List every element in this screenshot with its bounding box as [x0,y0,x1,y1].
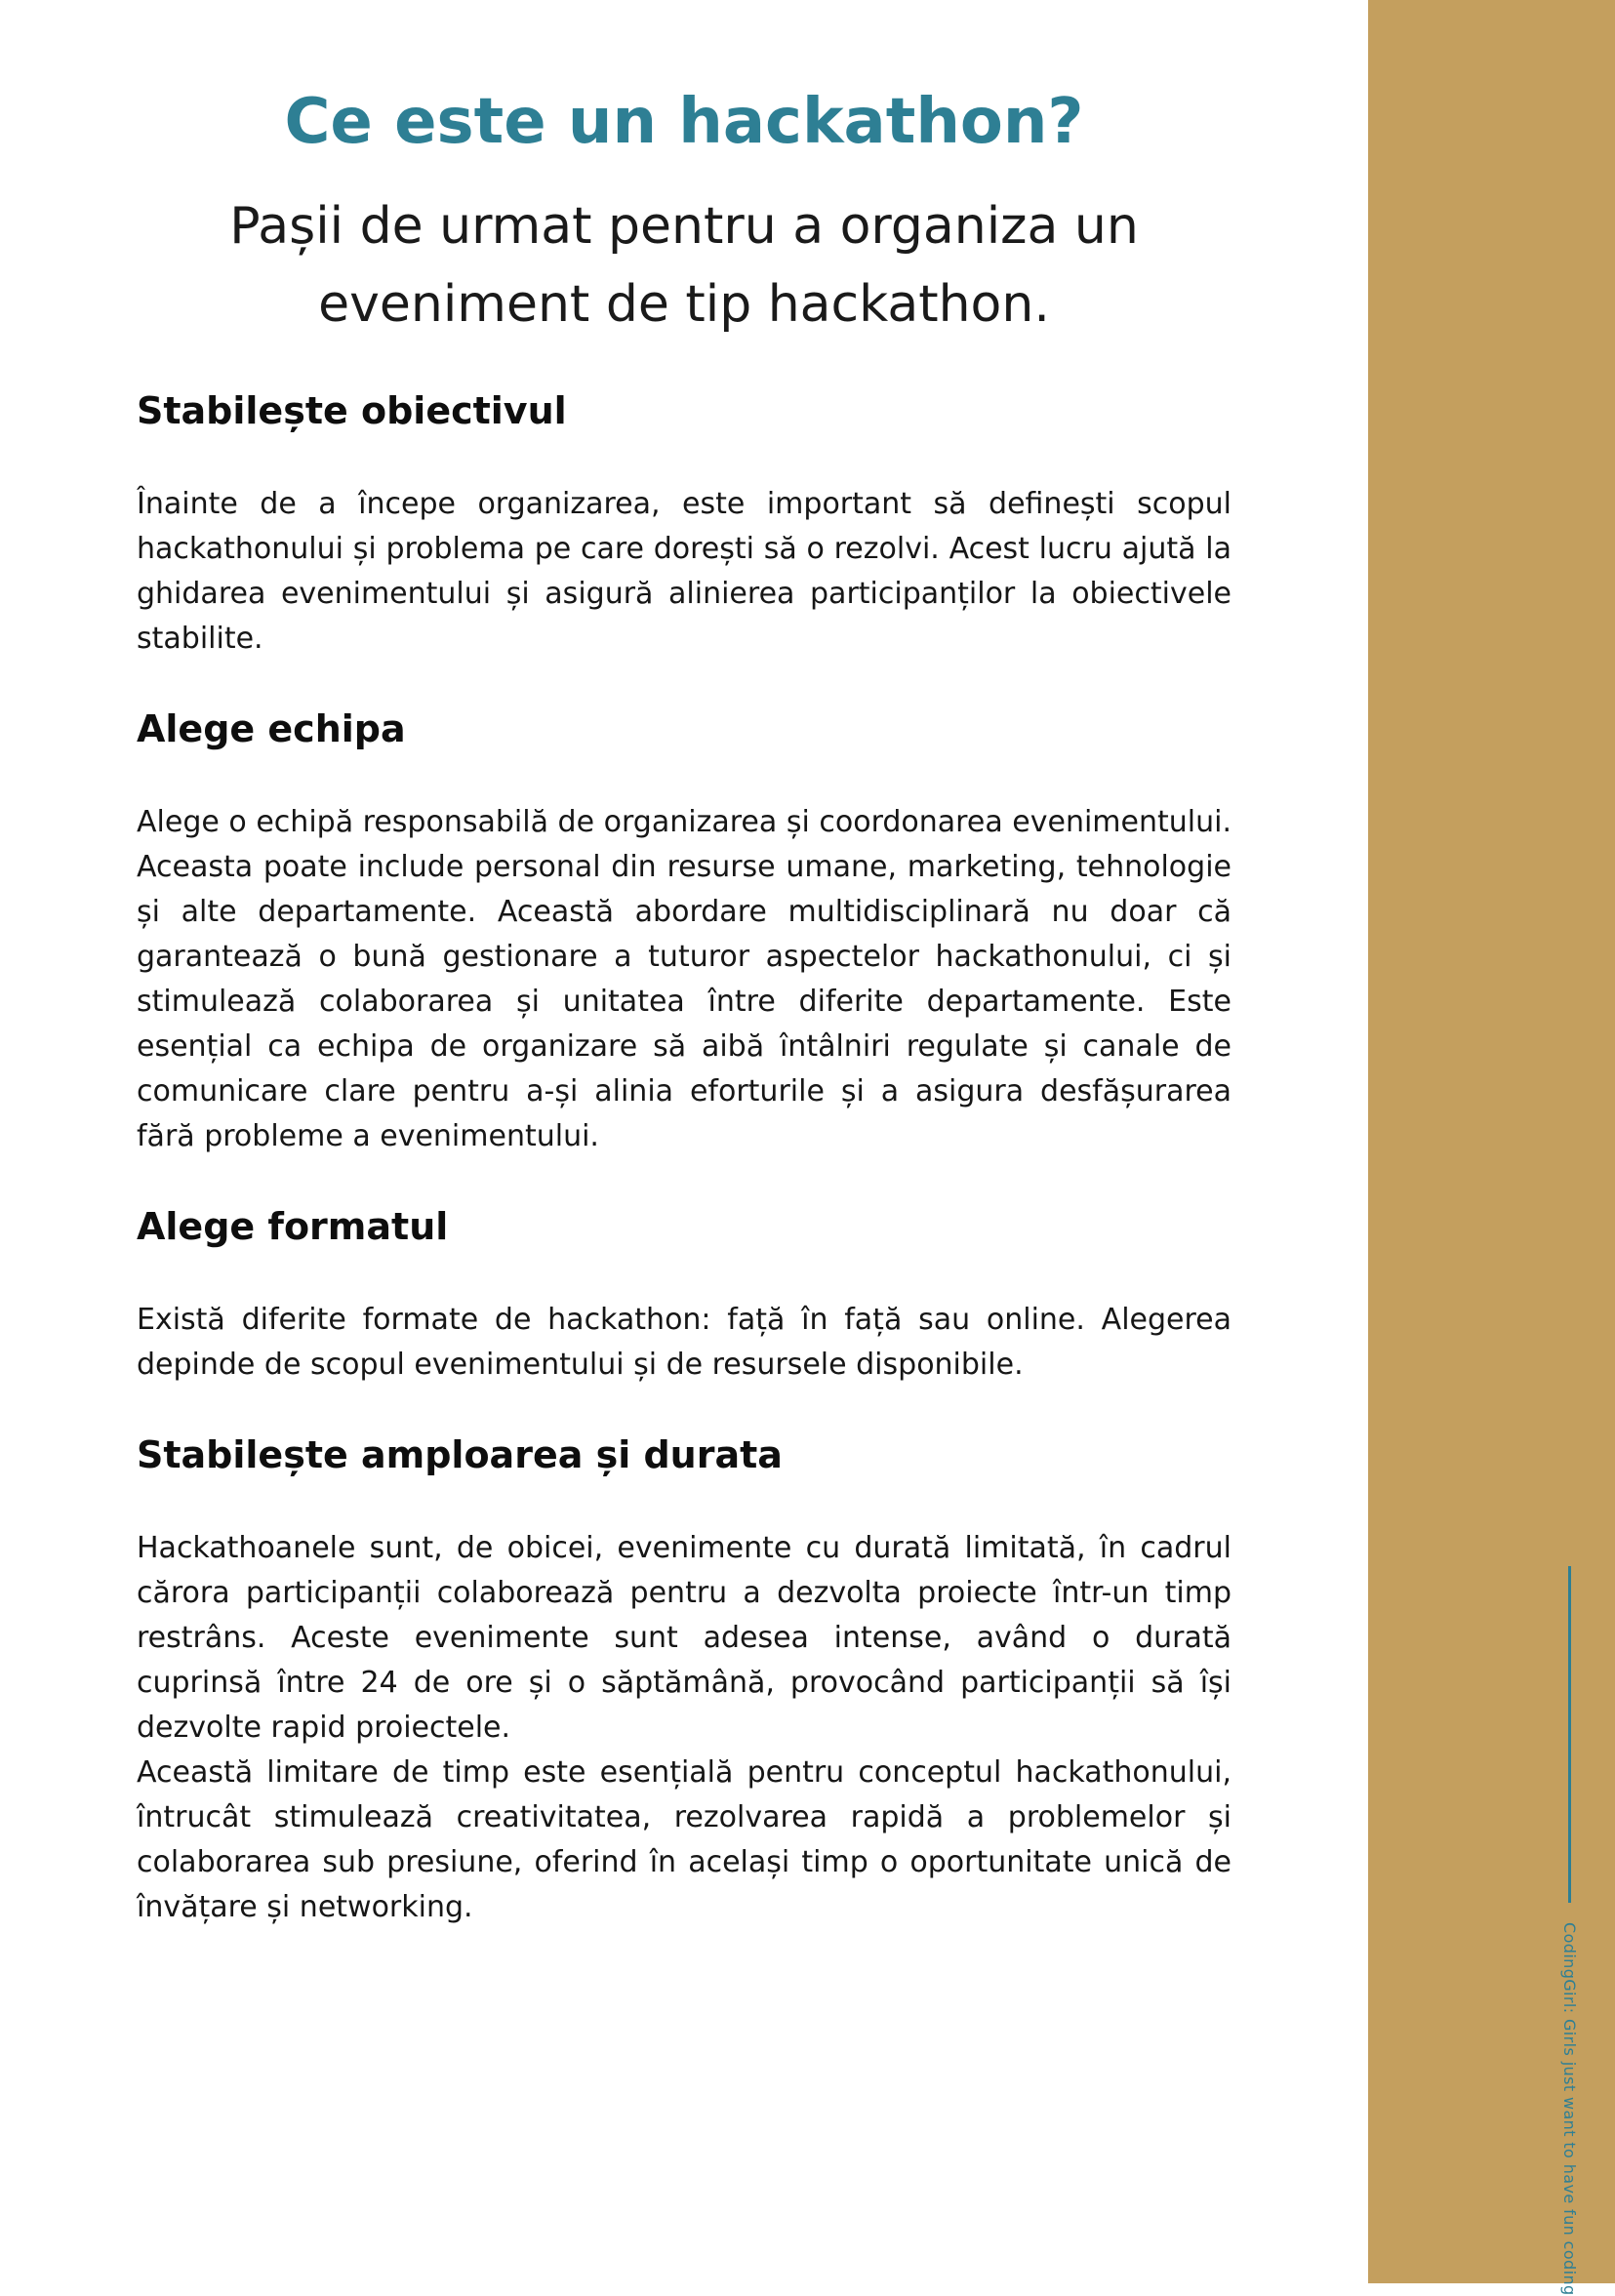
page-subtitle [137,187,1231,343]
sidebar-tagline-container [1558,1922,1580,2296]
section-paragraph: Alege o echipă responsabilă de organizarea și coordonarea evenimentului. Aceasta poate include personal din resurse umane, marketing, tehnologie și alte departamente. Această abordare multidisciplinară nu doar că garantează o bună gestionare a tuturor aspectelor hackathonului, ci și stimulează colaborarea și unitatea între diferite departamente. Este esențial ca echipa de organizare să aibă întâlniri regulate și canale de comunicare clare pentru a-și alinia eforturile și a asigura desfășurarea fără probleme a evenimentului. [137,805,1231,1153]
subtitle-line-1: Pașii de urmat pentru a organiza un [229,197,1139,256]
section-heading: Stabilește obiectivul [137,389,567,432]
page-title: Ce este un hackathon? [284,86,1084,158]
sidebar-tagline: CodingGirl: Girls just want to have fun coding [1560,1922,1579,2296]
section-heading: Alege echipa [137,707,406,750]
subtitle-line-2: eveniment de tip hackathon. [318,275,1050,334]
section-paragraph: Hackathoanele sunt, de obicei, evenimente cu durată limitată, în cadrul cărora participanții colaborează pentru a dezvolta proiecte într-un timp restrâns. Aceste evenimente sunt adesea intense, având o durată cuprinsă între 24 de ore și o săptămână, provocând participanții să își dezvolte rapid proiectele. [137,1531,1231,1745]
section-heading: Alege formatul [137,1205,449,1248]
section-paragraph: Această limitare de timp este esențială pentru conceptul hackathonului, întrucât stimulează creativitatea, rezolvarea rapidă a problemelor și colaborarea sub presiune, oferind în același timp o oportunitate unică de învățare și networking. [137,1755,1231,1924]
document-content [137,78,1231,1930]
section-paragraph: Există diferite formate de hackathon: față în față sau online. Alegerea depinde de scopul evenimentului și de resursele disponibile. [137,1303,1231,1382]
section-paragraph: Înainte de a începe organizarea, este important să definești scopul hackathonului și problema pe care dorești să o rezolvi. Acest lucru ajută la ghidarea evenimentului și asigură alinierea participanților la obiectivele stabilite. [137,487,1231,656]
section-objective [137,386,1231,662]
section-heading: Stabilește amploarea și durata [137,1433,783,1476]
section-team [137,705,1231,1159]
section-format [137,1202,1231,1388]
section-scope-duration [137,1430,1231,1930]
sidebar-divider-line [1568,1566,1571,1903]
